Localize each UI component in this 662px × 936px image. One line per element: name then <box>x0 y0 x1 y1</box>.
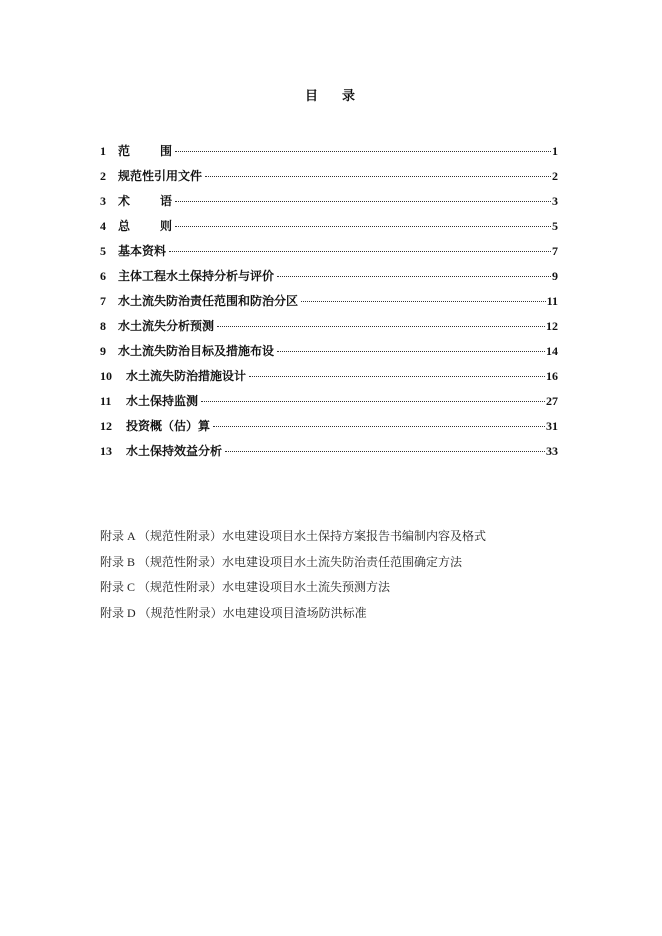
page-title <box>0 85 662 104</box>
toc-title <box>118 142 172 159</box>
toc-number: 7 <box>100 294 106 308</box>
table-of-contents <box>100 142 558 467</box>
toc-title-char-1: 术 <box>118 194 131 208</box>
toc-title <box>118 217 172 234</box>
appendix-c[interactable]: 附录 C （规范性附录）水电建设项目水土流失预测方法 <box>100 580 391 594</box>
toc-number: 6 <box>100 269 106 283</box>
toc-page-number: 9 <box>552 269 558 283</box>
toc-leader-dots <box>225 451 545 452</box>
toc-entry-1[interactable] <box>100 142 558 167</box>
appendix-d[interactable]: 附录 D （规范性附录）水电建设项目渣场防洪标准 <box>100 605 367 620</box>
toc-entry-2[interactable] <box>100 167 558 192</box>
toc-leader-dots <box>175 151 551 152</box>
toc-page-number: 31 <box>546 419 558 433</box>
toc-title: 水土保持监测 <box>126 394 199 408</box>
toc-number: 9 <box>100 344 106 358</box>
page-title-part-1: 目 <box>304 89 320 104</box>
toc-entry-13[interactable] <box>100 442 558 467</box>
toc-entry-7[interactable] <box>100 292 558 317</box>
toc-title: 主体工程水土保持分析与评价 <box>118 269 275 283</box>
toc-leader-dots <box>249 376 545 377</box>
toc-title: 基本资料 <box>118 244 167 258</box>
page-title-part-2: 录 <box>342 89 358 104</box>
toc-title <box>118 192 172 209</box>
toc-title: 水土保持效益分析 <box>126 444 223 458</box>
toc-page-number: 11 <box>546 294 558 308</box>
toc-title: 水土流失防治措施设计 <box>126 369 247 383</box>
toc-entry-3[interactable] <box>100 192 558 217</box>
toc-entry-10[interactable] <box>100 367 558 392</box>
toc-number: 8 <box>100 319 106 333</box>
toc-number: 4 <box>100 219 106 233</box>
toc-entry-5[interactable] <box>100 242 558 267</box>
toc-number: 5 <box>100 244 106 258</box>
toc-page-number: 1 <box>552 144 558 158</box>
toc-entry-4[interactable] <box>100 217 558 242</box>
toc-number: 3 <box>100 194 106 208</box>
toc-number: 11 <box>100 394 112 408</box>
toc-title-char-2: 语 <box>160 194 173 208</box>
toc-entry-11[interactable] <box>100 392 558 417</box>
toc-title: 水土流失分析预测 <box>118 319 215 333</box>
appendix-list <box>100 527 580 629</box>
toc-leader-dots <box>201 401 545 402</box>
toc-title: 水土流失防治目标及措施布设 <box>118 344 275 358</box>
toc-leader-dots <box>217 326 545 327</box>
toc-title-char-1: 范 <box>118 144 131 158</box>
toc-number: 12 <box>100 419 112 433</box>
toc-page-number: 5 <box>552 219 558 233</box>
toc-title: 投资概（估）算 <box>126 419 211 433</box>
toc-title: 规范性引用文件 <box>118 169 203 183</box>
toc-leader-dots <box>277 276 551 277</box>
toc-page-number: 7 <box>552 244 558 258</box>
toc-number: 13 <box>100 444 112 458</box>
toc-page-number: 12 <box>546 319 558 333</box>
toc-page-number: 2 <box>552 169 558 183</box>
appendix-a[interactable]: 附录 A （规范性附录）水电建设项目水土保持方案报告书编制内容及格式 <box>100 529 487 543</box>
toc-leader-dots <box>277 351 545 352</box>
toc-leader-dots <box>213 426 545 427</box>
appendix-b[interactable]: 附录 B （规范性附录）水电建设项目水土流失防治责任范围确定方法 <box>100 554 463 569</box>
toc-title: 水土流失防治责任范围和防治分区 <box>118 294 299 308</box>
toc-leader-dots <box>301 301 546 302</box>
toc-page-number: 33 <box>546 444 558 458</box>
toc-entry-8[interactable] <box>100 317 558 342</box>
toc-page-number: 3 <box>552 194 558 208</box>
toc-page-number: 16 <box>546 369 558 383</box>
toc-page-number: 14 <box>546 344 558 358</box>
toc-number: 10 <box>100 369 112 383</box>
toc-title-char-2: 则 <box>160 219 173 233</box>
toc-leader-dots <box>175 201 551 202</box>
toc-title-char-1: 总 <box>118 219 131 233</box>
toc-number: 2 <box>100 169 106 183</box>
toc-title-char-2: 围 <box>160 144 173 158</box>
toc-page-number: 27 <box>546 394 558 408</box>
toc-entry-12[interactable] <box>100 417 558 442</box>
toc-number: 1 <box>100 144 106 158</box>
toc-entry-9[interactable] <box>100 342 558 367</box>
toc-leader-dots <box>205 176 551 177</box>
toc-leader-dots <box>175 226 551 227</box>
toc-leader-dots <box>169 251 551 252</box>
toc-entry-6[interactable] <box>100 267 558 292</box>
